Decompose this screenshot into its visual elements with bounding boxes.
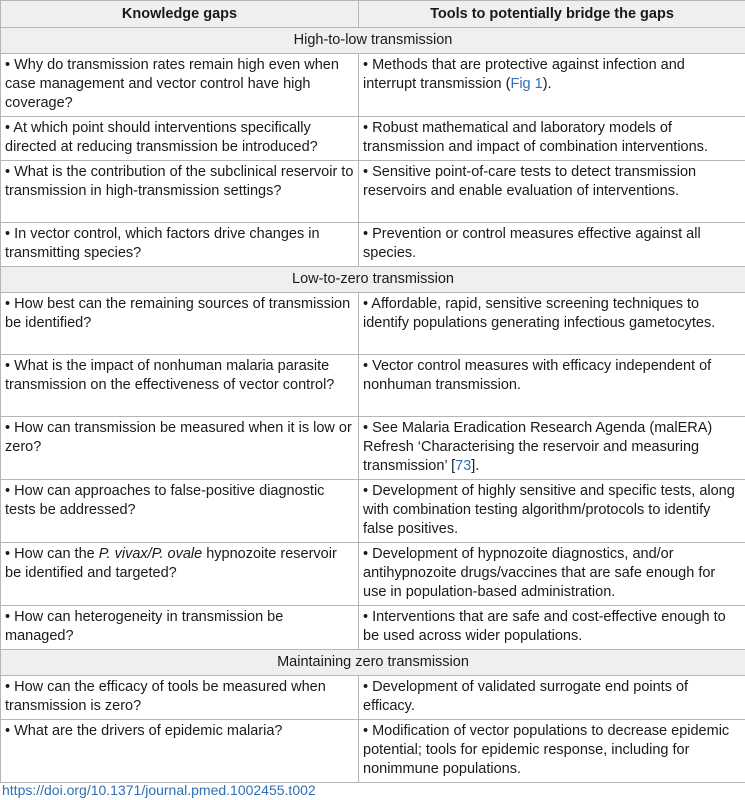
section-title-low-to-zero: Low-to-zero transmission [1,267,745,293]
gap-cell: • At which point should interventions specifically directed at reducing transmission be introduced? [1,117,359,161]
table-row [1,543,745,606]
table-row [1,480,745,543]
figure-link[interactable]: Fig 1 [510,76,543,92]
species-name: P. vivax/P. ovale [98,546,203,562]
tool-cell: • Vector control measures with efficacy independent of nonhuman transmission. [359,355,745,417]
gap-cell: • In vector control, which factors drive changes in transmitting species? [1,223,359,267]
tool-cell: • Robust mathematical and laboratory models of transmission and impact of combination interventions. [359,117,745,161]
section-row [1,650,745,676]
gap-cell: • How can heterogeneity in transmission be managed? [1,606,359,650]
table-row [1,417,745,480]
header-tools: Tools to potentially bridge the gaps [359,1,745,28]
section-row [1,28,745,54]
tool-cell: • Development of hypnozoite diagnostics, and/or antihypnozoite drugs/vaccines that are safe enough for use in population-based administration. [359,543,745,606]
table-row [1,223,745,267]
gap-cell: • What are the drivers of epidemic malaria? [1,720,359,783]
gap-cell: • What is the impact of nonhuman malaria parasite transmission on the effectiveness of vector control? [1,355,359,417]
section-title-high-to-low: High-to-low transmission [1,28,745,54]
gap-cell: • How best can the remaining sources of transmission be identified? [1,293,359,355]
tool-cell: • Sensitive point-of-care tests to detect transmission reservoirs and enable evaluation of interventions. [359,161,745,223]
section-row [1,267,745,293]
table-row [1,54,745,117]
table-row [1,676,745,720]
tool-cell: • Methods that are protective against infection and interrupt transmission (Fig 1). [359,54,745,117]
tool-cell: • Prevention or control measures effective against all species. [359,223,745,267]
header-row [1,1,745,28]
gap-cell: • How can approaches to false-positive diagnostic tests be addressed? [1,480,359,543]
gap-cell: • What is the contribution of the subclinical reservoir to transmission in high-transmission settings? [1,161,359,223]
gap-cell: • How can the efficacy of tools be measured when transmission is zero? [1,676,359,720]
table-row [1,355,745,417]
gap-cell: • How can the P. vivax/P. ovale hypnozoite reservoir be identified and targeted? [1,543,359,606]
reference-link[interactable]: 73 [455,458,472,474]
gap-cell: • How can transmission be measured when it is low or zero? [1,417,359,480]
table-row [1,161,745,223]
tool-cell: • See Malaria Eradication Research Agenda (malERA) Refresh ‘Characterising the reservoir and measuring transmission’ [73]. [359,417,745,480]
tool-cell: • Development of validated surrogate end points of efficacy. [359,676,745,720]
table-row [1,720,745,783]
table-row [1,606,745,650]
tool-cell: • Modification of vector populations to decrease epidemic potential; tools for epidemic response, including for nonimmune populations. [359,720,745,783]
tool-cell: • Development of highly sensitive and specific tests, along with combination testing algorithm/protocols to identify false positives. [359,480,745,543]
doi-link[interactable]: https://doi.org/10.1371/journal.pmed.1002455.t002 [2,782,316,798]
table-row [1,117,745,161]
section-title-maintaining-zero: Maintaining zero transmission [1,650,745,676]
header-knowledge-gaps: Knowledge gaps [1,1,359,28]
table-row [1,293,745,355]
tool-cell: • Interventions that are safe and cost-effective enough to be used across wider populations. [359,606,745,650]
gap-cell: • Why do transmission rates remain high even when case management and vector control have high coverage? [1,54,359,117]
tool-cell: • Affordable, rapid, sensitive screening techniques to identify populations generating infectious gametocytes. [359,293,745,355]
